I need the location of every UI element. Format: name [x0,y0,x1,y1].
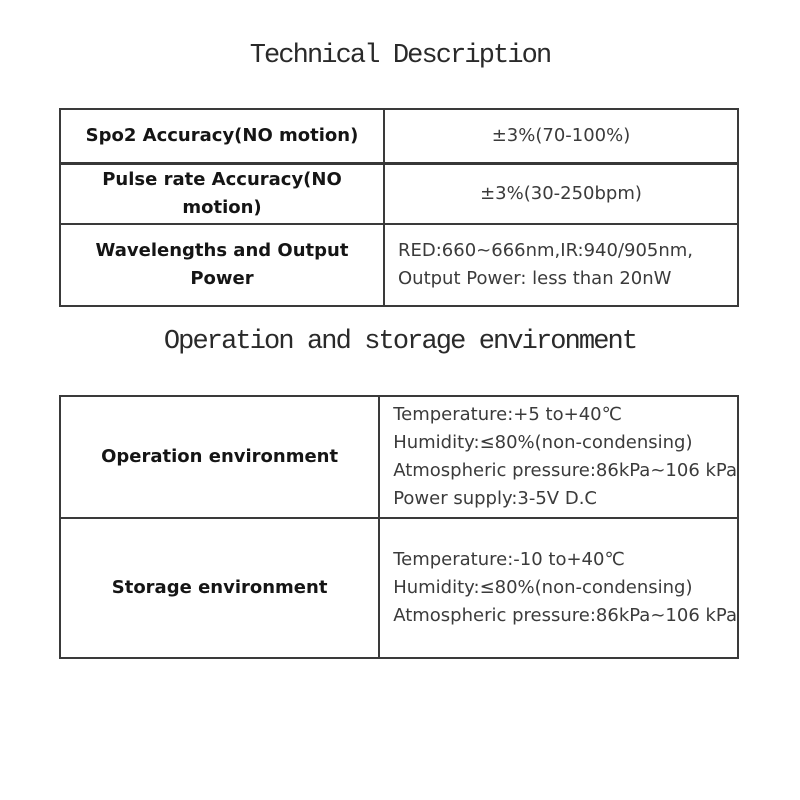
value-line: Output Power: less than 20nW [398,268,672,289]
value-line: Humidity:≤80%(non-condensing) [393,432,693,453]
row-value-storage-environment [380,519,737,657]
row-value-spo2-accuracy [385,110,737,162]
table-row-pulse-rate-accuracy [61,162,737,223]
value-line: Power supply:3-5V D.C [393,488,597,509]
table-row-storage-environment [61,517,737,657]
table-row-spo2-accuracy [61,110,737,162]
section-title-operation-storage-environment: Operation and storage environment [163,327,637,357]
value-line: RED:660~666nm,IR:940/905nm, [398,240,694,261]
section-title-technical-description: Technical Description [249,41,551,71]
row-label-wavelengths-output-power: Wavelengths and Output Power [61,225,385,305]
row-label-operation-environment: Operation environment [61,397,380,517]
value-line: ±3%(70-100%) [491,125,631,146]
value-line: Humidity:≤80%(non-condensing) [393,577,693,598]
row-value-wavelengths-output-power [385,225,737,305]
table-row-wavelengths-output-power [61,223,737,305]
value-line: Atmospheric pressure:86kPa~106 kPa [393,605,737,626]
value-line: Atmospheric pressure:86kPa~106 kPa [393,460,737,481]
table-row-operation-environment [61,397,737,517]
row-label-spo2-accuracy: Spo2 Accuracy(NO motion) [61,110,385,162]
row-label-pulse-rate-accuracy: Pulse rate Accuracy(NO motion) [61,165,385,223]
row-label-storage-environment: Storage environment [61,519,380,657]
technical-spec-table [59,108,739,307]
environment-spec-table [59,395,739,659]
row-value-operation-environment [380,397,737,517]
value-line: ±3%(30-250bpm) [480,183,642,204]
value-line: Temperature:+5 to+40℃ [393,404,622,425]
value-line: Temperature:-10 to+40℃ [393,549,625,570]
row-value-pulse-rate-accuracy [385,165,737,223]
